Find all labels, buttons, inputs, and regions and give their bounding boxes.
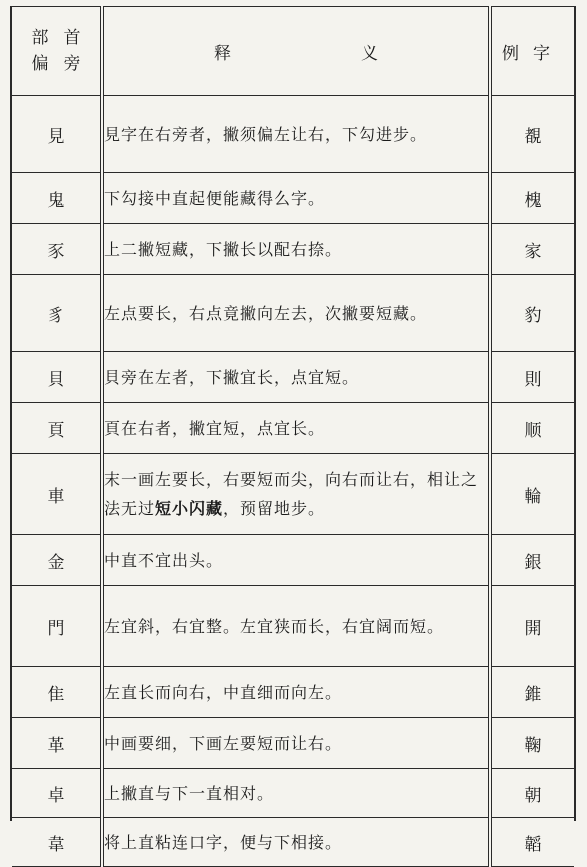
meaning-text: ，预留地步。	[223, 499, 326, 518]
radical-cell: 車	[12, 454, 102, 535]
table-row	[12, 667, 574, 718]
example-cell: 豹	[490, 275, 574, 352]
header-radical-char: 偏	[31, 54, 49, 74]
example-cell: 覩	[490, 96, 574, 173]
radical-cell: 韋	[12, 818, 102, 867]
meaning-cell: 左宜斜，右宜整。左宜狭而长，右宜阔而短。	[102, 586, 490, 667]
table-row	[12, 718, 574, 769]
radical-cell: 卓	[12, 769, 102, 818]
header-meaning-cell	[102, 7, 490, 96]
table-row	[12, 454, 574, 535]
radical-cell: 革	[12, 718, 102, 769]
example-cell: 朝	[490, 769, 574, 818]
table-header-row	[12, 7, 574, 96]
table-row	[12, 224, 574, 275]
radical-cell: 隹	[12, 667, 102, 718]
meaning-cell: 貝旁在左者，下撇宜长，点宜短。	[102, 352, 490, 403]
meaning-text: 末一画左要长，右要短而尖，向右而让右，相让之法无过	[104, 470, 479, 518]
radical-cell: 鬼	[12, 173, 102, 224]
meaning-cell: 上二撇短藏，下撇长以配右捺。	[102, 224, 490, 275]
header-meaning-char: 义	[361, 43, 378, 64]
example-cell: 鞠	[490, 718, 574, 769]
radical-cell: 豸	[12, 275, 102, 352]
table-row	[12, 403, 574, 454]
page-frame	[10, 6, 576, 855]
radical-cell: 豕	[12, 224, 102, 275]
meaning-cell: 中画要细，下画左要短而让右。	[102, 718, 490, 769]
radical-cell: 門	[12, 586, 102, 667]
meaning-emphasis: 短小闪藏	[155, 499, 224, 518]
table-row	[12, 96, 574, 173]
meaning-cell: 中直不宜出头。	[102, 535, 490, 586]
example-cell: 槐	[490, 173, 574, 224]
header-radical-char: 部	[31, 28, 49, 48]
header-meaning-char: 释	[214, 43, 231, 64]
meaning-cell	[102, 454, 490, 535]
example-cell: 輪	[490, 454, 574, 535]
radical-table	[12, 6, 574, 867]
meaning-cell: 上撇直与下一直相对。	[102, 769, 490, 818]
meaning-cell: 下勾接中直起便能藏得么字。	[102, 173, 490, 224]
meaning-cell: 見字在右旁者，撇须偏左让右，下勾进步。	[102, 96, 490, 173]
table-row	[12, 818, 574, 867]
radical-cell: 金	[12, 535, 102, 586]
header-radical-cell	[12, 7, 102, 96]
example-cell: 銀	[490, 535, 574, 586]
table-row	[12, 173, 574, 224]
example-cell: 錐	[490, 667, 574, 718]
header-radical-char: 旁	[63, 54, 81, 74]
meaning-cell: 左直长而向右，中直细而向左。	[102, 667, 490, 718]
radical-cell: 頁	[12, 403, 102, 454]
meaning-cell: 左点要长，右点竟撇向左去，次撇要短藏。	[102, 275, 490, 352]
example-cell: 則	[490, 352, 574, 403]
meaning-cell: 将上直粘连口字，便与下相接。	[102, 818, 490, 867]
table-row	[12, 769, 574, 818]
table-row	[12, 275, 574, 352]
radical-cell: 貝	[12, 352, 102, 403]
example-cell: 韜	[490, 818, 574, 867]
example-cell: 家	[490, 224, 574, 275]
table-row	[12, 352, 574, 403]
example-cell: 開	[490, 586, 574, 667]
radical-cell: 見	[12, 96, 102, 173]
header-radical-char: 首	[63, 28, 81, 48]
table-row	[12, 586, 574, 667]
header-example-cell: 例字	[490, 7, 574, 96]
example-cell: 顺	[490, 403, 574, 454]
table-row	[12, 535, 574, 586]
meaning-cell: 頁在右者，撇宜短，点宜长。	[102, 403, 490, 454]
